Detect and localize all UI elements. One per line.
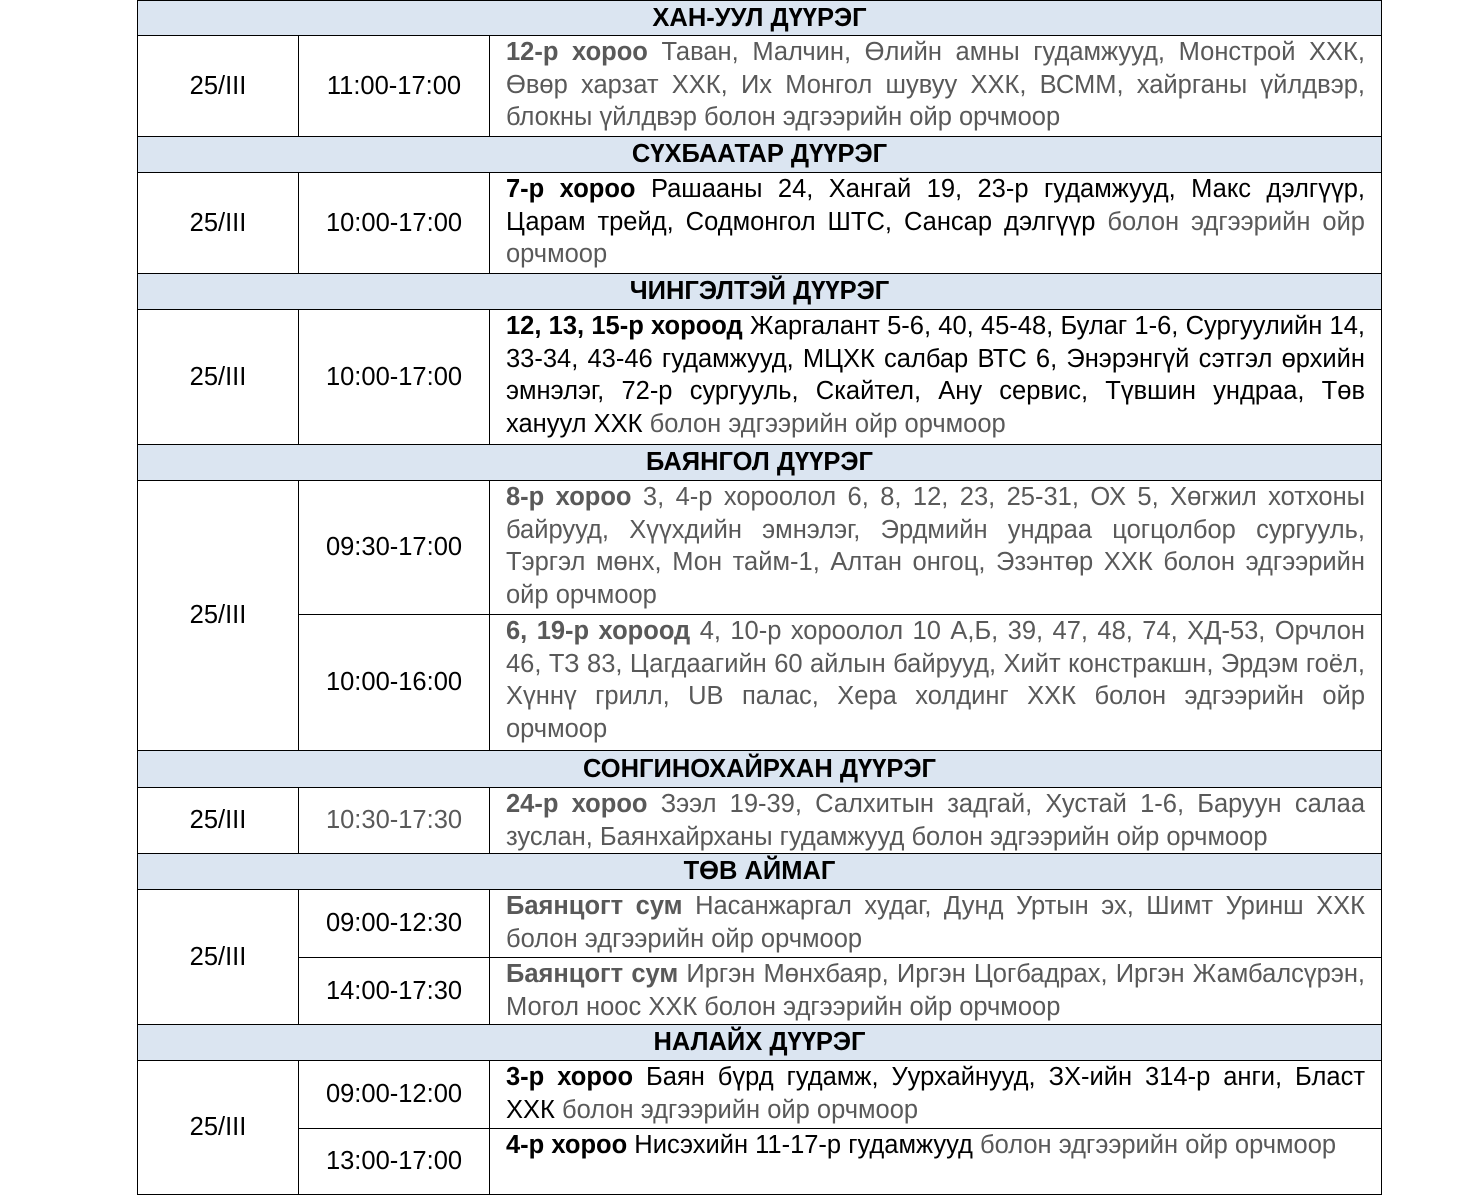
area-unit-label: 12-р хороо [506, 38, 648, 66]
area-description-cell [490, 890, 1382, 958]
time-cell: 10:00-16:00 [299, 615, 490, 751]
area-unit-label: Баянцогт сум [506, 960, 679, 988]
schedule-row [138, 890, 1382, 958]
date-cell: 25/III [138, 788, 299, 854]
area-description-cell [490, 788, 1382, 854]
date-cell: 25/III [138, 310, 299, 445]
area-list: 3, 4-р хороолол 6, 8, 12, 23, 25-31, ОХ 5, Хөгжил хотхоны байрууд, Хүүхдийн эмнэлэг, Эрдмийн ундраа цогцолбор сургууль, Тэргэл мөнх, Мон тайм-1, Алтан онгоц, Эзэнтөр ХХК [506, 483, 1365, 576]
time-cell: 11:00-17:00 [299, 36, 490, 137]
area-suffix: болон эдгээрийн ойр орчмоор [506, 682, 1365, 743]
area-description-cell [490, 615, 1382, 751]
area-unit-label: 3-р хороо [506, 1063, 634, 1091]
area-list: Жаргалант 5-6, 40, 45-48, Булаг 1-6, Сургуулийн 14, 33-34, 43-46 гудамжууд, МЦХК салбар ВТС 6, Энэрэнгүй сэтгэл өрхийн эмнэлэг, 72-р сургууль, Скайтел, Ану сервис, Түвшин ундраа, Төв хануул ХХК [506, 312, 1365, 438]
area-list: Зээл 19-39, Салхитын задгай, Хустай 1-6, Баруун салаа зуслан, Баянхайрханы гудамжууд [506, 790, 1365, 851]
schedule-row [138, 1129, 1382, 1195]
date-cell: 25/III [138, 1061, 299, 1195]
area-description-cell [490, 1129, 1382, 1195]
area-description-cell [490, 310, 1382, 445]
time-cell: 10:00-17:00 [299, 310, 490, 445]
time-cell: 09:00-12:30 [299, 890, 490, 958]
date-cell: 25/III [138, 36, 299, 137]
schedule-row [138, 788, 1382, 854]
schedule-row [138, 958, 1382, 1025]
area-list: Рашааны 24, Хангай 19, 23-р гудамжууд, Макс дэлгүүр, Царам трейд, Содмонгол ШТС, Сансар дэлгүүр [506, 175, 1365, 236]
date-cell: 25/III [138, 481, 299, 751]
area-suffix: болон эдгээрийн ойр орчмоор [911, 822, 1268, 851]
area-unit-label: 24-р хороо [506, 790, 648, 818]
district-header-row [138, 1025, 1382, 1061]
time-cell: 10:00-17:00 [299, 173, 490, 274]
schedule-row [138, 1061, 1382, 1129]
district-header-row [138, 1, 1382, 36]
area-suffix: болон эдгээрийн ойр орчмоор [704, 103, 1061, 131]
area-suffix: болон эдгээрийн ойр орчмоор [506, 548, 1365, 609]
outage-schedule-table [137, 0, 1382, 1195]
time-cell: 14:00-17:30 [299, 958, 490, 1025]
area-list: Таван, Малчин, Өлийн амны гудамжууд, Монстрой ХХК, Өвөр харзат ХХК, Их Монгол шувуу ХХК, ВСММ, хайрганы үйлдвэр, блокны үйлдвэр [506, 38, 1365, 131]
schedule-row [138, 173, 1382, 274]
time-cell: 09:30-17:00 [299, 481, 490, 615]
date-cell: 25/III [138, 173, 299, 274]
district-header: ЧИНГЭЛТЭЙ ДҮҮРЭГ [138, 274, 1382, 310]
area-list: Иргэн Мөнхбаяр, Иргэн Цогбадрах, Иргэн Жамбалсүрэн, Могол ноос ХХК [506, 960, 1365, 1021]
area-list: 4, 10-р хороолол 10 А,Б, 39, 47, 48, 74, ХД-53, Орчлон 46, ТЗ 83, Цагдаагийн 60 айлын байрууд, Хийт констракшн, Эрдэм гоёл, Хүннү грилл, UB палас, Хера холдинг ХХК [506, 617, 1365, 710]
district-header-row [138, 854, 1382, 890]
area-description-cell [490, 1061, 1382, 1129]
district-header: ХАН-УУЛ ДҮҮРЭГ [138, 1, 1382, 36]
area-suffix: болон эдгээрийн ойр орчмоор [506, 207, 1365, 268]
area-list: Насанжаргал худаг, Дунд Уртын эх, Шимт Уринш ХХК [695, 892, 1366, 920]
area-list: Баян бүрд гудамж, Уурхайнууд, ЗХ-ийн 314-р анги, Бласт ХХК [506, 1063, 1365, 1124]
area-description-cell [490, 36, 1382, 137]
area-list: Нисэхийн 11-17-р гудамжууд [634, 1131, 973, 1159]
district-header-row [138, 274, 1382, 310]
area-description-cell [490, 481, 1382, 615]
time-cell: 13:00-17:00 [299, 1129, 490, 1195]
area-description-cell [490, 173, 1382, 274]
date-cell: 25/III [138, 890, 299, 1025]
area-description-cell [490, 958, 1382, 1025]
district-header: СОНГИНОХАЙРХАН ДҮҮРЭГ [138, 751, 1382, 788]
area-suffix: болон эдгээрийн ойр орчмоор [561, 1095, 919, 1124]
time-cell: 10:30-17:30 [299, 788, 490, 854]
area-unit-label: 8-р хороо [506, 483, 632, 511]
area-suffix: болон эдгээрийн ойр орчмоор [506, 924, 863, 953]
district-header: БАЯНГОЛ ДҮҮРЭГ [138, 445, 1382, 481]
schedule-row [138, 36, 1382, 137]
district-header: ТӨВ АЙМАГ [138, 854, 1382, 890]
area-suffix: болон эдгээрийн ойр орчмоор [649, 409, 1006, 438]
district-header: СҮХБААТАР ДҮҮРЭГ [138, 137, 1382, 173]
schedule-row [138, 310, 1382, 445]
district-header-row [138, 137, 1382, 173]
district-header-row [138, 445, 1382, 481]
district-header: НАЛАЙХ ДҮҮРЭГ [138, 1025, 1382, 1061]
schedule-row [138, 615, 1382, 751]
area-suffix: болон эдгээрийн ойр орчмоор [704, 992, 1061, 1021]
area-unit-label: Баянцогт сум [506, 892, 683, 920]
time-cell: 09:00-12:00 [299, 1061, 490, 1129]
area-unit-label: 12, 13, 15-р хороод [506, 312, 743, 340]
district-header-row [138, 751, 1382, 788]
area-suffix: болон эдгээрийн ойр орчмоор [979, 1131, 1337, 1159]
area-unit-label: 6, 19-р хороод [506, 617, 691, 645]
area-unit-label: 4-р хороо [506, 1131, 628, 1159]
schedule-row [138, 481, 1382, 615]
area-unit-label: 7-р хороо [506, 175, 636, 203]
